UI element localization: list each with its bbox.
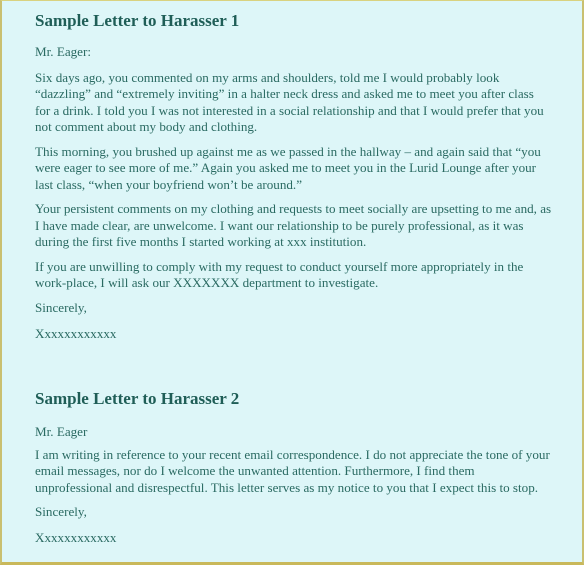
- letter-salutation: Mr. Eager:: [35, 44, 91, 59]
- letter-paragraph: I am writing in reference to your recent email correspondence. I do not appreciate the tone of your email messages, nor do I welcome the unwanted attention. Furthermore, I find them unprofessional and disrespectful. This letter serves as my notice to you that I expect this to stop.: [35, 446, 550, 495]
- letter-salutation: Mr. Eager: [35, 424, 88, 439]
- sample-letter-1: [35, 11, 552, 343]
- letter-heading: Sample Letter to Harasser 1: [35, 11, 240, 30]
- letter-heading: Sample Letter to Harasser 2: [35, 389, 240, 408]
- letter-paragraph: Six days ago, you commented on my arms and shoulders, told me I would probably look “dazzling” and “extremely inviting” in a halter neck dress and asked me to meet you after class for a drink. I told you I was not interested in a social relationship and that I would prefer that you not comment about my body and clothing.: [35, 69, 544, 134]
- letter-signature: Xxxxxxxxxxxx: [35, 529, 117, 545]
- letter-paragraph: This morning, you brushed up against me as we passed in the hallway – and again said that “you were eager to see more of me.” Again you asked me to meet you in the Lurid Lounge after your last class, “when your boyfriend won’t be around.”: [35, 143, 541, 192]
- letter-signature: Xxxxxxxxxxxx: [35, 326, 117, 341]
- letter-closing: Sincerely,: [35, 299, 87, 315]
- letter-closing: Sincerely,: [35, 504, 87, 519]
- letter-paragraph: Your persistent comments on my clothing and requests to meet socially are upsetting to me and, as I have made clear, are unwelcome. I want our relationship to be purely professional, as it was during the first five months I started working at xxx institution.: [35, 201, 552, 249]
- sample-letter-2: [35, 389, 552, 546]
- letter-paragraph: If you are unwilling to comply with my request to conduct yourself more appropriately in the work-place, I will ask our XXXXXXX department to investigate.: [35, 258, 524, 290]
